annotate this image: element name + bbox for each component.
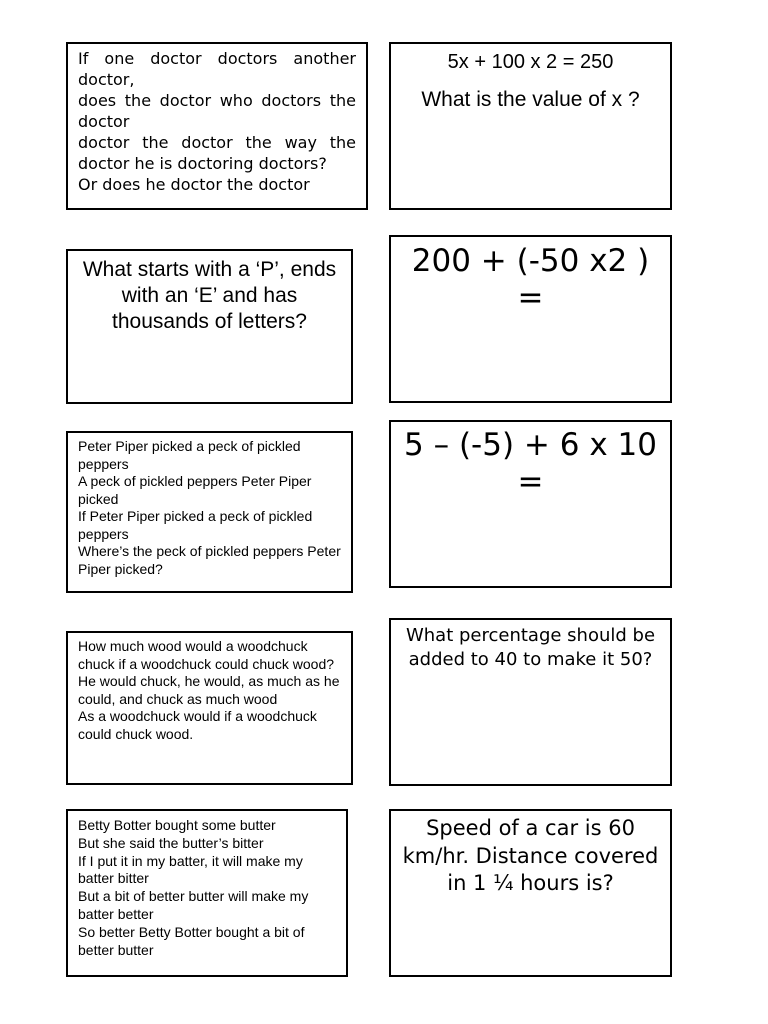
math-card-speed <box>389 809 672 977</box>
riddle-text: What starts with a ‘P’, ends with an ‘E’ and has thousands of letters? <box>82 258 337 333</box>
woodchuck-text: How much wood would a woodchuck chuck if a woodchuck could chuck wood? He would chuck, he would, as much as he could, and chuck as much wood As a woodchuck would if a woodchuck could chuck wood. <box>78 638 340 742</box>
expression-2-text: 5 – (-5) + 6 x 10 = <box>404 427 657 500</box>
tongue-twister-card-woodchuck <box>66 631 353 785</box>
betty-text: Betty Botter bought some butter But she said the butter’s bitter If I put it in my batter, it will make my batter bitter But a bit of better butter will make my batter better So better Betty Botter bought a bit of better butter <box>78 817 309 958</box>
tongue-twister-card-betty <box>66 809 348 977</box>
speed-text: Speed of a car is 60 km/hr. Distance covered in 1 ¼ hours is? <box>402 816 659 895</box>
math-card-expression-2 <box>389 420 672 588</box>
piper-text: Peter Piper picked a peck of pickled peppers A peck of pickled peppers Peter Piper picked If Peter Piper picked a peck of pickled peppers Where’s the peck of pickled peppers Peter Piper picked? <box>78 438 341 577</box>
math-card-expression-1 <box>389 235 672 403</box>
percentage-text: What percentage should be added to 40 to make it 50? <box>405 625 656 670</box>
math-card-algebra <box>389 42 672 210</box>
expression-1-text: 200 + (-50 x2 ) = <box>411 243 650 316</box>
algebra-equation: 5x + 100 x 2 = 250 <box>447 51 614 73</box>
math-card-percentage <box>389 618 672 786</box>
riddle-card <box>66 249 353 404</box>
algebra-question: What is the value of x ? <box>421 88 640 111</box>
doctor-text: If one doctor doctors another doctor, does the doctor who doctors the doctor doctor the doctor the way the doctor he is doctoring doctors? Or does he doctor the doctor <box>78 49 356 194</box>
tongue-twister-card-doctor <box>66 42 368 210</box>
tongue-twister-card-piper <box>66 431 353 593</box>
